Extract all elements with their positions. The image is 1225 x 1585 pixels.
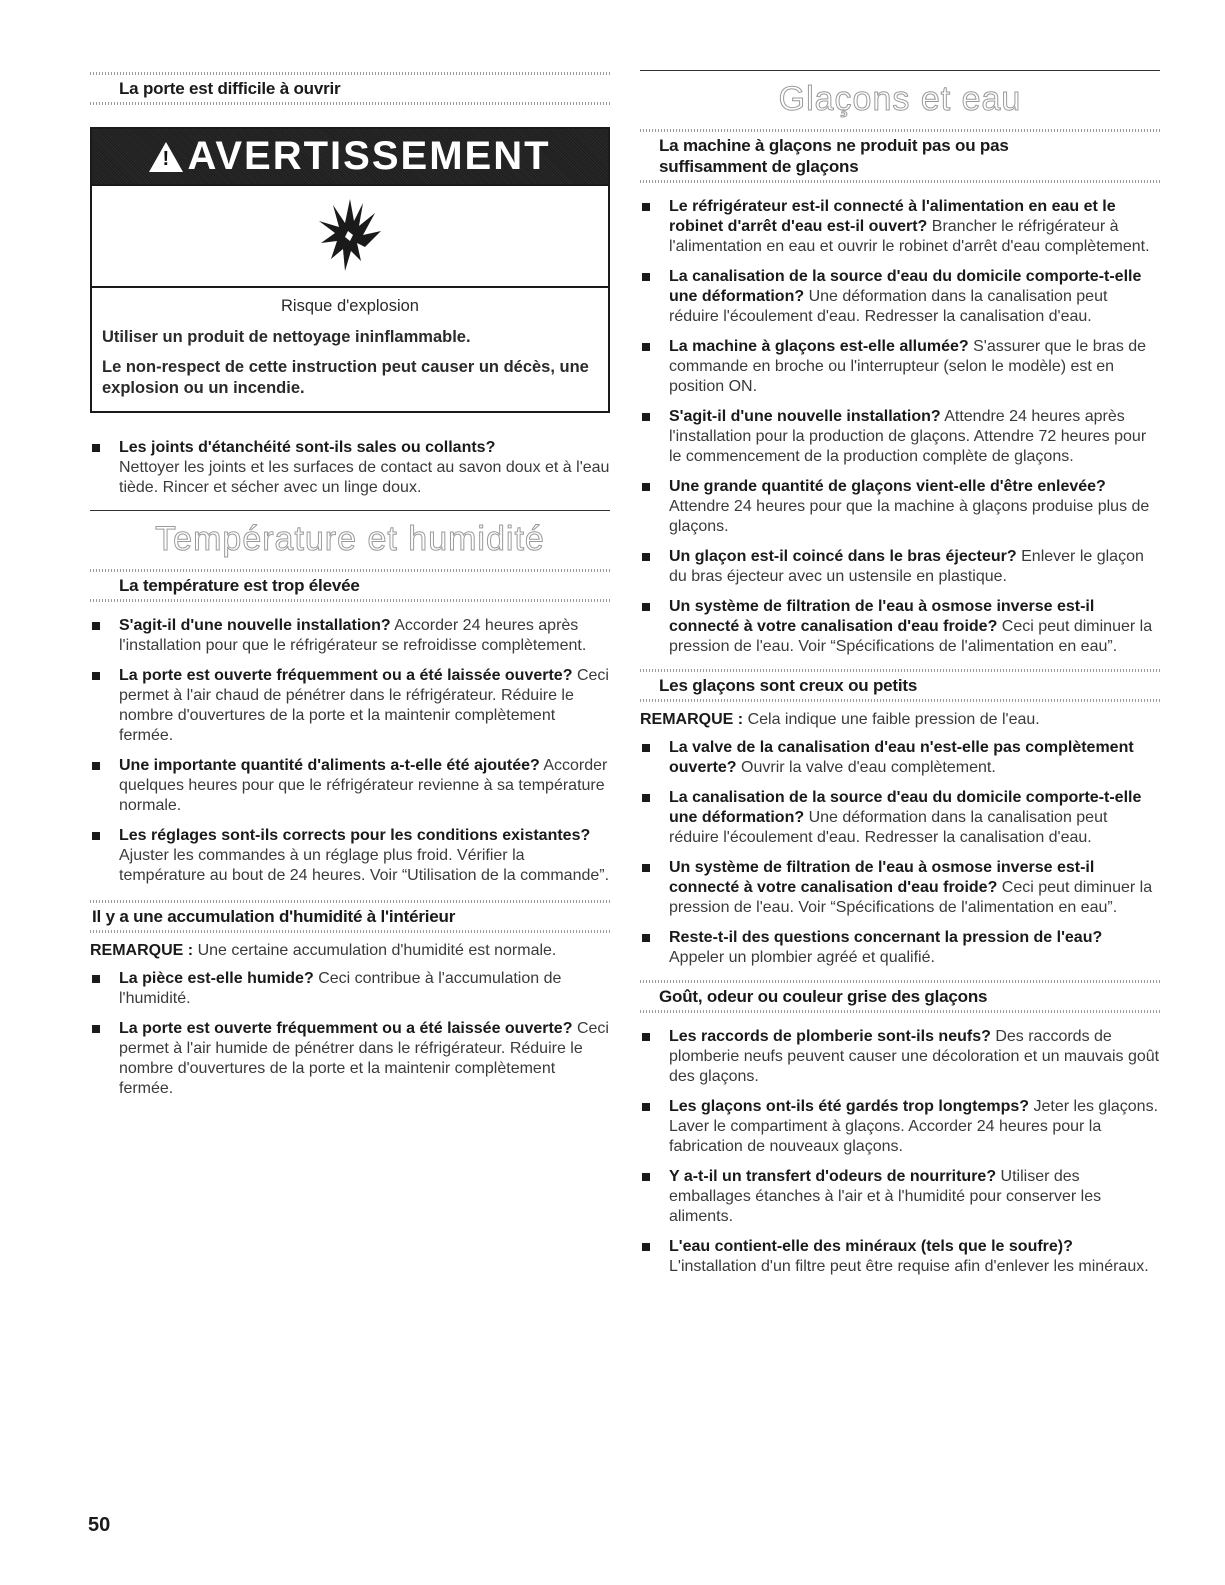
- door-heading: La porte est difficile à ouvrir: [119, 79, 341, 98]
- list-item: Les glaçons ont-ils été gardés trop longtemps? Jeter les glaçons. Laver le compartiment à glaçons. Accorder 24 heures pour la fabrication de nouveaux glaçons.: [640, 1097, 1160, 1157]
- explosion-icon: [92, 186, 608, 288]
- page-number: 50: [88, 1514, 111, 1536]
- list-item: Un système de filtration de l'eau à osmose inverse est-il connecté à votre canalisation d'eau froide? Ceci peut diminuer la pression de l'eau. Voir “Spécifications de l'alimentation en eau”.: [640, 858, 1160, 918]
- taste-list: [640, 1027, 1160, 1277]
- left-column: [90, 0, 610, 1109]
- hollow-list: [640, 738, 1160, 968]
- list-item: Le réfrigérateur est-il connecté à l'alimentation en eau et le robinet d'arrêt d'eau est-il ouvert? Brancher le réfrigérateur à l'alimentation en eau et ouvrir le robinet d'arrêt d'eau complètement.: [640, 197, 1160, 257]
- hollow-heading: Les glaçons sont creux ou petits: [659, 676, 918, 695]
- warning-header: [92, 129, 608, 186]
- list-item: La pièce est-elle humide? Ceci contribue à l'accumulation de l'humidité.: [90, 969, 610, 1009]
- ice-list: [640, 197, 1160, 657]
- warning-triangle-icon: !: [149, 142, 183, 172]
- warning-risk: Risque d'explosion: [281, 297, 419, 315]
- list-item: S'agit-il d'une nouvelle installation? Attendre 24 heures après l'installation pour la production de glaçons. Attendre 72 heures pour le commencement de la production complète de glaçons.: [640, 407, 1160, 467]
- right-column: [640, 0, 1160, 1287]
- hollow-remark: REMARQUE : Cela indique une faible pression de l'eau.: [640, 711, 1040, 728]
- divider: [640, 699, 1160, 702]
- list-item: Un système de filtration de l'eau à osmose inverse est-il connecté à votre canalisation d'eau froide? Ceci peut diminuer la pression de l'eau. Voir “Spécifications de l'alimentation en eau”.: [640, 597, 1160, 657]
- warning-text: [92, 288, 608, 411]
- list-item: Y a-t-il un transfert d'odeurs de nourriture? Utiliser des emballages étanches à l'air et à l'humidité pour conserver les aliments.: [640, 1167, 1160, 1227]
- list-item: Les joints d'étanchéité sont-ils sales ou collants? Nettoyer les joints et les surfaces de contact au savon doux et à l'eau tiède. Rincer et sécher avec un linge doux.: [90, 438, 610, 498]
- divider: [90, 510, 610, 511]
- warning-line-2: Le non-respect de cette instruction peut causer un décès, une explosion ou un incendie.: [102, 358, 589, 397]
- list-item: Un glaçon est-il coincé dans le bras éjecteur? Enlever le glaçon du bras éjecteur avec un ustensile en plastique.: [640, 547, 1160, 587]
- warning-box: [90, 127, 610, 413]
- warning-title: AVERTISSEMENT: [187, 134, 551, 178]
- humid-list: [90, 969, 610, 1099]
- list-item: Reste-t-il des questions concernant la pression de l'eau? Appeler un plombier agréé et qualifié.: [640, 928, 1160, 968]
- divider: [640, 70, 1160, 71]
- list-item: La porte est ouverte fréquemment ou a été laissée ouverte? Ceci permet à l'air humide de pénétrer dans le réfrigérateur. Réduire le nombre d'ouvertures de la porte et la maintenir complètement fermée.: [90, 1019, 610, 1099]
- temp-section-title: Température et humidité: [155, 520, 545, 558]
- door-list: [90, 438, 610, 498]
- divider: [90, 102, 610, 105]
- list-item: L'eau contient-elle des minéraux (tels que le soufre)? L'installation d'un filtre peut être requise afin d'enlever les minéraux.: [640, 1237, 1160, 1277]
- list-item: Une grande quantité de glaçons vient-elle d'être enlevée? Attendre 24 heures pour que la machine à glaçons produise plus de glaçons.: [640, 477, 1160, 537]
- list-item: La canalisation de la source d'eau du domicile comporte-t-elle une déformation? Une déformation dans la canalisation peut réduire l'écoulement d'eau. Redresser la canalisation d'eau.: [640, 267, 1160, 327]
- list-item: La canalisation de la source d'eau du domicile comporte-t-elle une déformation? Une déformation dans la canalisation peut réduire l'écoulement d'eau. Redresser la canalisation d'eau.: [640, 788, 1160, 848]
- warning-line-1: Utiliser un produit de nettoyage ininflammable.: [102, 328, 471, 346]
- temp-heading: La température est trop élevée: [119, 576, 360, 595]
- humid-remark: REMARQUE : Une certaine accumulation d'humidité est normale.: [90, 942, 557, 959]
- list-item: S'agit-il d'une nouvelle installation? Accorder 24 heures après l'installation pour que le réfrigérateur se refroidisse complètement.: [90, 616, 610, 656]
- list-item: Une importante quantité d'aliments a-t-elle été ajoutée? Accorder quelques heures pour que le réfrigérateur revienne à sa température normale.: [90, 756, 610, 816]
- taste-heading: Goût, odeur ou couleur grise des glaçons: [659, 987, 988, 1006]
- divider: [90, 930, 610, 933]
- divider: [640, 180, 1160, 183]
- list-item: La porte est ouverte fréquemment ou a été laissée ouverte? Ceci permet à l'air chaud de pénétrer dans le réfrigérateur. Réduire le nombre d'ouvertures de la porte et la maintenir complètement fermée.: [90, 666, 610, 746]
- divider: [640, 1010, 1160, 1013]
- divider: [90, 599, 610, 602]
- humid-heading: Il y a une accumulation d'humidité à l'intérieur: [92, 907, 456, 926]
- ice-heading: La machine à glaçons ne produit pas ou pas suffisamment de glaçons: [659, 136, 1009, 176]
- list-item: La valve de la canalisation d'eau n'est-elle pas complètement ouverte? Ouvrir la valve d'eau complètement.: [640, 738, 1160, 778]
- temp-list: [90, 616, 610, 886]
- list-item: La machine à glaçons est-elle allumée? S'assurer que le bras de commande en broche ou l'interrupteur (selon le modèle) est en position ON.: [640, 337, 1160, 397]
- ice-section-title: Glaçons et eau: [778, 80, 1022, 118]
- list-item: Les raccords de plomberie sont-ils neufs? Des raccords de plomberie neufs peuvent causer une décoloration et un mauvais goût des glaçons.: [640, 1027, 1160, 1087]
- list-item: Les réglages sont-ils corrects pour les conditions existantes? Ajuster les commandes à un réglage plus froid. Vérifier la température au bout de 24 heures. Voir “Utilisation de la commande”.: [90, 826, 610, 886]
